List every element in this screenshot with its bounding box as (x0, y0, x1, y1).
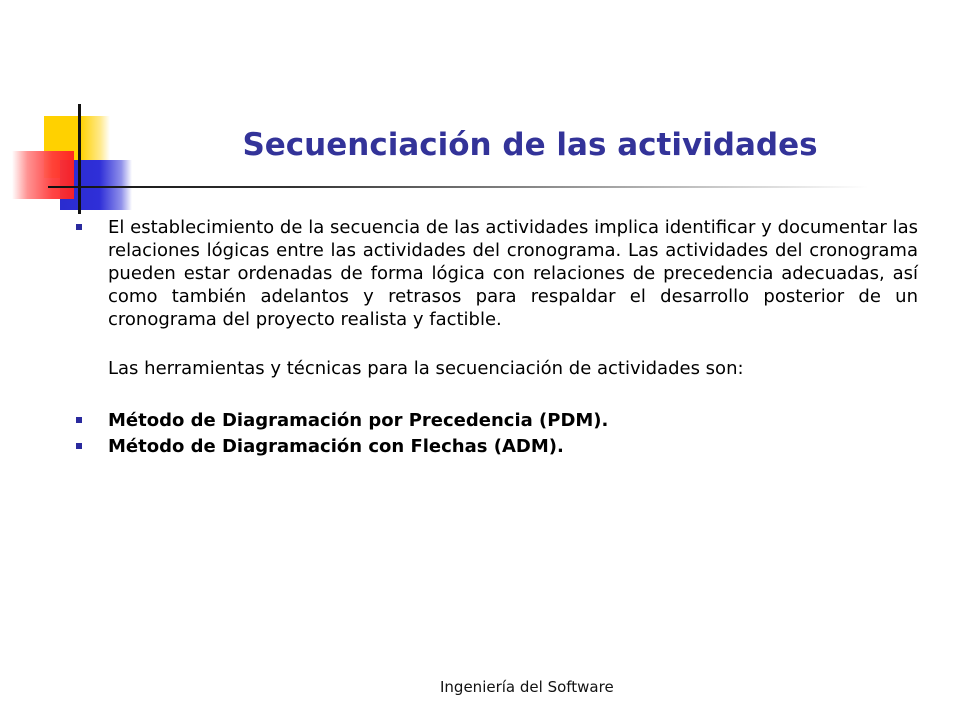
description-text: El establecimiento de la secuencia de las actividades implica identificar y documentar las relaciones lógicas entre las actividades del cronograma. Las actividades del cronograma pueden estar ordenadas de forma lógica con relaciones de precedencia adecuadas, así como también adelantos y retrasos para respaldar el desarrollo posterior de un cronograma del proyecto realista y factible. (108, 217, 918, 330)
bullet-icon (76, 224, 82, 230)
red-square (12, 151, 74, 199)
tools-intro: Las herramientas y técnicas para la secuenciación de actividades son: (108, 358, 744, 379)
slide-title: Secuenciación de las actividades (242, 127, 818, 163)
methods-list (76, 408, 918, 460)
footer-text: Ingeniería del Software (440, 678, 614, 696)
description-item (76, 216, 918, 331)
method-pdm: Método de Diagramación por Precedencia (PDM). (108, 410, 609, 431)
list-item (76, 434, 918, 460)
method-adm: Método de Diagramación con Flechas (ADM). (108, 436, 564, 457)
vertical-line (78, 104, 81, 214)
title-underline (48, 186, 868, 188)
bullet-icon (76, 417, 82, 423)
list-item (76, 408, 918, 434)
slide-content (76, 216, 918, 460)
bullet-icon (76, 443, 82, 449)
